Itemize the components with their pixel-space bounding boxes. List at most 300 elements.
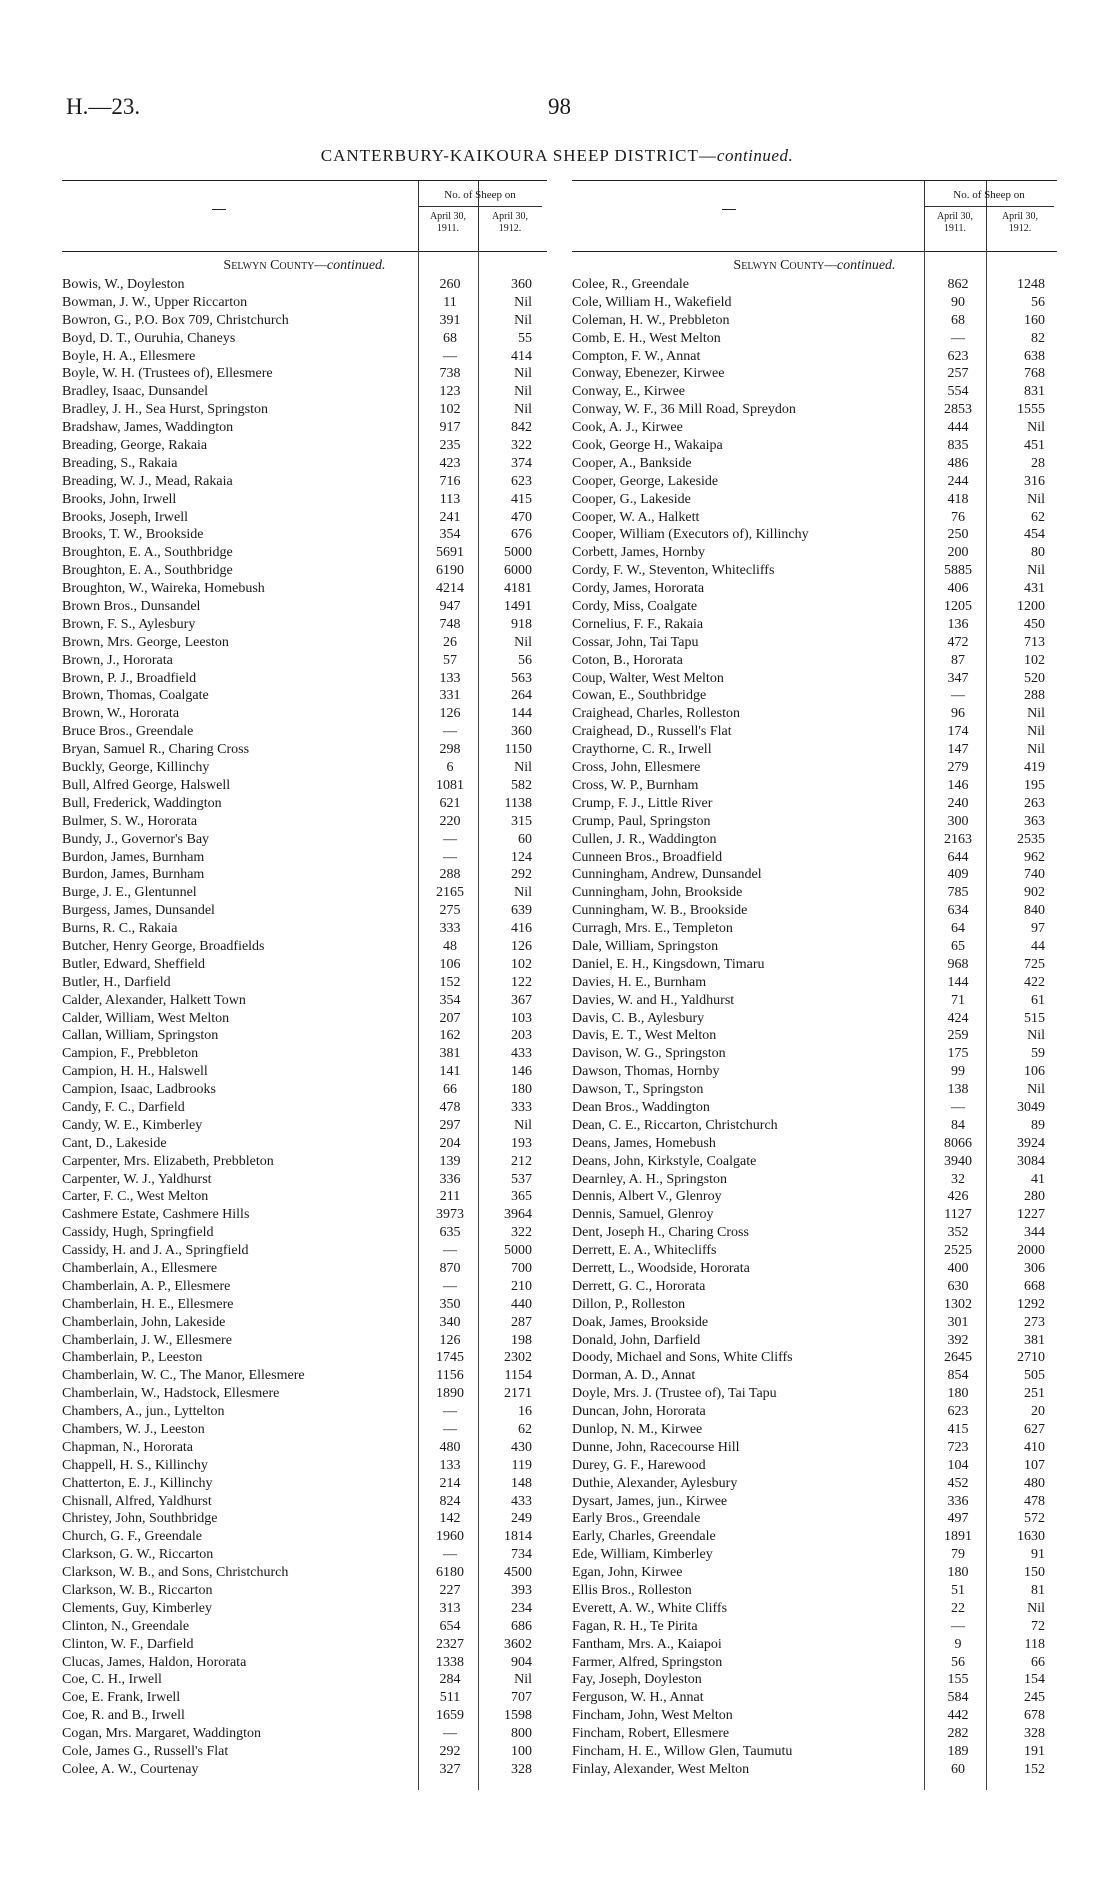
table-row: [62, 1045, 547, 1063]
sheep-count-1912: 1292: [1017, 1296, 1045, 1312]
year-1911-header: April 30, 1911.: [936, 211, 974, 234]
sheep-count-1911: 2525: [944, 1243, 972, 1259]
owner-name: Brown, F. S., Aylesbury: [62, 616, 196, 632]
sheep-count-1911: 381: [439, 1046, 461, 1062]
table-row: [62, 1493, 547, 1511]
sheep-count-1911: 1960: [436, 1529, 464, 1545]
sheep-count-1911: 644: [947, 849, 969, 865]
table-row: [62, 473, 547, 491]
sheep-count-1912: 831: [1024, 384, 1045, 400]
owner-name: Candy, W. E., Kimberley: [62, 1117, 203, 1133]
sheep-count-1911: 90: [951, 294, 965, 310]
sheep-count-1911: 5885: [944, 563, 972, 579]
owner-name: Doody, Michael and Sons, White Cliffs: [572, 1350, 793, 1366]
sheep-count-1911: 259: [947, 1028, 969, 1044]
owner-name: Cooper, G., Lakeside: [572, 491, 691, 507]
sheep-count-1912: 193: [511, 1135, 532, 1151]
owner-name: Carter, F. C., West Melton: [62, 1189, 209, 1205]
sheep-count-1912: 62: [1031, 509, 1045, 525]
owner-name: Boyle, H. A., Ellesmere: [62, 348, 196, 364]
sheep-count-1911: 444: [947, 420, 969, 436]
sheep-count-1911: 147: [947, 742, 969, 758]
table-row: [572, 902, 1057, 920]
owner-name: Cole, James G., Russell's Flat: [62, 1744, 229, 1760]
sheep-count-1911: 336: [439, 1171, 461, 1187]
table-row: [62, 348, 547, 366]
owner-name: Davis, E. T., West Melton: [572, 1028, 717, 1044]
sheep-count-1912: 146: [511, 1064, 532, 1080]
table-row: [572, 348, 1057, 366]
owner-name: Cook, A. J., Kirwee: [572, 420, 683, 436]
table-row: [62, 652, 547, 670]
sheep-count-1912: 2535: [1017, 831, 1045, 847]
table-row: [62, 1528, 547, 1546]
sheep-count-1912: 374: [511, 455, 532, 471]
table-row: [62, 1618, 547, 1636]
table-row: [62, 634, 547, 652]
header-dash: [722, 209, 736, 210]
table-row: [62, 562, 547, 580]
owner-name: Cunningham, John, Brookside: [572, 885, 743, 901]
sheep-count-1911: 3940: [944, 1153, 972, 1169]
sheep-count-1912: 918: [511, 616, 532, 632]
sheep-count-1912: 740: [1024, 867, 1045, 883]
sheep-count-1911: 200: [947, 545, 969, 561]
sheep-count-1911: 1302: [944, 1296, 972, 1312]
sheep-count-1911: 68: [443, 330, 457, 346]
table-row: [572, 866, 1057, 884]
sheep-count-1911: 1745: [436, 1350, 464, 1366]
table-row: [62, 705, 547, 723]
owner-name: Dillon, P., Rolleston: [572, 1296, 686, 1312]
sheep-count-1912: Nil: [1027, 706, 1045, 722]
sheep-count-1912: 627: [1024, 1422, 1045, 1437]
sheep-count-1912: 273: [1024, 1314, 1045, 1330]
table-row: [62, 1725, 547, 1743]
table-row: [62, 795, 547, 813]
sheep-count-1912: 433: [511, 1493, 532, 1509]
table-row: [62, 580, 547, 598]
owner-name: Broughton, W., Waireka, Homebush: [62, 581, 265, 597]
sheep-count-1911: 141: [439, 1064, 461, 1080]
table-row: [62, 849, 547, 867]
sheep-count-1912: 416: [511, 921, 532, 937]
table-row: [572, 1671, 1057, 1689]
title-main: CANTERBURY-KAIKOURA SHEEP DISTRICT—: [320, 146, 717, 165]
sheep-count-1911: 113: [439, 491, 461, 507]
owner-name: Brooks, John, Irwell: [62, 491, 177, 507]
owner-name: Coton, B., Hororata: [572, 652, 683, 668]
sheep-count-1912: 56: [518, 652, 532, 668]
sheep-count-1911: 352: [947, 1225, 969, 1241]
sheep-count-1911: 211: [439, 1189, 461, 1205]
sheep-count-1912: 122: [511, 974, 532, 990]
sheep-count-1911: 350: [439, 1296, 461, 1312]
owner-name: Craythorne, C. R., Irwell: [572, 742, 712, 758]
table-row: [572, 670, 1057, 688]
sheep-count-1912: 410: [1024, 1439, 1045, 1455]
table-row: [62, 1421, 547, 1439]
sheep-count-1912: 316: [1024, 473, 1045, 489]
sheep-count-1912: 1555: [1017, 402, 1045, 418]
table-row: [572, 509, 1057, 527]
table-row: [572, 365, 1057, 383]
owner-name: Cross, W. P., Burnham: [572, 777, 699, 793]
owner-name: Church, G. F., Greendale: [62, 1529, 203, 1545]
sheep-count-1912: 150: [1024, 1565, 1045, 1581]
table-row: [572, 1242, 1057, 1260]
sheep-count-1911: 104: [947, 1457, 969, 1473]
table-row: [572, 1063, 1057, 1081]
sheep-count-1911: 1127: [944, 1207, 972, 1223]
sheep-count-1912: 191: [1024, 1744, 1045, 1760]
sheep-count-1911: 207: [439, 1010, 461, 1026]
owner-name: Davies, H. E., Burnham: [572, 974, 707, 990]
owner-name: Cogan, Mrs. Margaret, Waddington: [62, 1726, 261, 1742]
owner-name: Corbett, James, Hornby: [572, 545, 705, 561]
table-row: [62, 670, 547, 688]
owner-name: Carpenter, W. J., Yaldhurst: [62, 1171, 212, 1187]
sheep-count-1911: 152: [439, 974, 461, 990]
owner-name: Chapman, N., Hororata: [62, 1439, 194, 1455]
sheep-count-1911: 654: [439, 1618, 461, 1634]
table-row: [62, 1546, 547, 1564]
table-row: [572, 1636, 1057, 1654]
table-row: [62, 491, 547, 509]
owner-name: Chamberlain, W. C., The Manor, Ellesmere: [62, 1368, 305, 1384]
sheep-count-1912: 198: [511, 1332, 532, 1348]
sheep-count-1912: Nil: [1027, 724, 1045, 740]
owner-name: Finlay, Alexander, West Melton: [572, 1761, 750, 1777]
sheep-count-1912: 360: [511, 724, 532, 740]
table-header: [62, 180, 547, 252]
table-header: [572, 180, 1057, 252]
owner-name: Burns, R. C., Rakaia: [62, 921, 178, 937]
owner-name: Calder, Alexander, Halkett Town: [62, 992, 246, 1008]
sheep-count-1912: 263: [1024, 795, 1045, 811]
sheep-count-1911: —: [443, 1278, 457, 1294]
table-row: [572, 1564, 1057, 1582]
table-row: [572, 795, 1057, 813]
sheep-count-1911: 174: [947, 724, 969, 740]
sheep-count-1911: 227: [439, 1583, 461, 1599]
owner-name: Colee, A. W., Courtenay: [62, 1761, 199, 1777]
owner-name: Duncan, John, Hororata: [572, 1404, 706, 1420]
sheep-count-1911: 126: [439, 706, 461, 722]
table-row: [572, 383, 1057, 401]
sheep-count-1911: 298: [439, 742, 461, 758]
sheep-count-1911: 409: [947, 867, 969, 883]
table-row: [62, 1081, 547, 1099]
sheep-count-group-label: No. of Sheep on: [418, 184, 542, 207]
sheep-count-1911: 442: [947, 1708, 969, 1724]
owner-name: Brown, W., Hororata: [62, 706, 180, 722]
sheep-count-1912: 306: [1024, 1260, 1045, 1276]
table-row: [572, 1761, 1057, 1779]
owner-name: Cassidy, Hugh, Springfield: [62, 1225, 214, 1241]
owner-name: Calder, William, West Melton: [62, 1010, 230, 1026]
year-1911-header: April 30, 1911.: [429, 211, 467, 234]
page-title: [0, 146, 1114, 166]
owner-name: Chappell, H. S., Killinchy: [62, 1457, 208, 1473]
sheep-count-1911: —: [443, 1726, 457, 1742]
sheep-count-1911: 180: [947, 1386, 969, 1402]
owner-name: Dennis, Samuel, Glenroy: [572, 1207, 714, 1223]
sheep-count-1912: 264: [511, 688, 532, 704]
table-row: [62, 526, 547, 544]
sheep-count-1911: 99: [951, 1064, 965, 1080]
sheep-count-1911: 423: [439, 455, 461, 471]
owner-name: Broughton, E. A., Southbridge: [62, 563, 233, 579]
sheep-count-1912: 2171: [504, 1386, 532, 1402]
table-row: [572, 562, 1057, 580]
table-row: [62, 1600, 547, 1618]
owner-name: Coup, Walter, West Melton: [572, 670, 724, 686]
table-row: [572, 723, 1057, 741]
owner-name: Cunneen Bros., Broadfield: [572, 849, 723, 865]
owner-name: Brown, Thomas, Coalgate: [62, 688, 209, 704]
table-row: [62, 1099, 547, 1117]
sheep-count-1911: 6: [446, 760, 454, 776]
owner-name: Colee, R., Greendale: [572, 277, 690, 292]
sheep-count-1911: 60: [951, 1761, 965, 1777]
sheep-count-1911: 146: [947, 777, 969, 793]
sheep-count-1911: 917: [439, 420, 461, 436]
owner-name: Fantham, Mrs. A., Kaiapoi: [572, 1636, 722, 1652]
sheep-count-1911: 634: [947, 903, 969, 919]
owner-name: Cunningham, Andrew, Dunsandel: [572, 867, 762, 883]
owner-name: Ferguson, W. H., Annat: [572, 1690, 704, 1706]
sheep-count-1911: 204: [439, 1135, 461, 1151]
sheep-count-1911: 1890: [436, 1386, 464, 1402]
owner-name: Bulmer, S. W., Hororata: [62, 813, 198, 829]
sheep-count-1912: 515: [1024, 1010, 1045, 1026]
table-row: [572, 1117, 1057, 1135]
sheep-count-1911: 284: [439, 1672, 461, 1688]
sheep-count-1911: 400: [947, 1260, 969, 1276]
owner-name: Clucas, James, Haldon, Hororata: [62, 1654, 247, 1670]
owner-name: Cordy, James, Hororata: [572, 581, 705, 597]
sheep-count-1912: 56: [1031, 294, 1045, 310]
sheep-count-1912: 363: [1024, 813, 1045, 829]
sheep-count-1911: 241: [439, 509, 461, 525]
owner-name: Comb, E. H., West Melton: [572, 330, 721, 346]
owner-name: Campion, Isaac, Ladbrooks: [62, 1082, 216, 1098]
sheep-count-1911: 2163: [944, 831, 972, 847]
table-row: [572, 1654, 1057, 1672]
sheep-count-1912: 61: [1031, 992, 1045, 1008]
sheep-count-1911: 630: [947, 1278, 969, 1294]
sheep-count-1911: 300: [947, 813, 969, 829]
table-row: [62, 741, 547, 759]
sheep-count-1911: 333: [439, 921, 461, 937]
owner-name: Derrett, E. A., Whitecliffs: [572, 1243, 717, 1259]
sheep-count-1912: 623: [511, 473, 532, 489]
sheep-count-1912: 842: [511, 420, 532, 436]
sheep-count-1912: 1150: [504, 742, 532, 758]
sheep-count-1912: 328: [511, 1761, 532, 1777]
sheep-count-1912: 118: [1024, 1636, 1045, 1652]
owner-name: Bowman, J. W., Upper Riccarton: [62, 294, 248, 310]
table-row: [62, 509, 547, 527]
table-row: [572, 1314, 1057, 1332]
sheep-count-1911: 2327: [436, 1636, 464, 1652]
owner-name: Chamberlain, W., Hadstock, Ellesmere: [62, 1386, 280, 1402]
sheep-count-1912: 80: [1031, 545, 1045, 561]
sheep-count-1911: 235: [439, 438, 461, 454]
sheep-count-1912: 20: [1031, 1404, 1045, 1420]
owner-name: Crump, F. J., Little River: [572, 795, 713, 811]
owner-name: Carpenter, Mrs. Elizabeth, Prebbleton: [62, 1153, 274, 1169]
sheep-count-1912: 451: [1024, 438, 1045, 454]
sheep-count-1911: 854: [947, 1368, 969, 1384]
table-row: [62, 1654, 547, 1672]
sheep-count-1911: 144: [947, 974, 969, 990]
table-row: [572, 1153, 1057, 1171]
sheep-count-1911: 824: [439, 1493, 461, 1509]
page-header: [66, 94, 1052, 124]
sheep-count-1912: Nil: [514, 634, 532, 650]
owner-name: Dennis, Albert V., Glenroy: [572, 1189, 722, 1205]
sheep-count-1911: 142: [439, 1511, 461, 1527]
table-row: [572, 330, 1057, 348]
owner-name: Cashmere Estate, Cashmere Hills: [62, 1207, 250, 1223]
sheep-count-1911: 288: [439, 867, 461, 883]
table-row: [62, 831, 547, 849]
sheep-count-1911: 180: [947, 1565, 969, 1581]
sheep-count-1911: 785: [947, 885, 969, 901]
owner-name: Brown Bros., Dunsandel: [62, 599, 201, 615]
sheep-count-1912: 3049: [1017, 1099, 1045, 1115]
table-row: [572, 831, 1057, 849]
owner-name: Bowron, G., P.O. Box 709, Christchurch: [62, 312, 289, 328]
table-row: [62, 884, 547, 902]
owner-name: Fay, Joseph, Doyleston: [572, 1672, 702, 1688]
table-row: [572, 687, 1057, 705]
owner-name: Brooks, T. W., Brookside: [62, 527, 204, 543]
owner-name: Davies, W. and H., Yaldhurst: [572, 992, 735, 1008]
sheep-count-1912: 414: [511, 348, 532, 364]
sheep-count-1911: —: [443, 1547, 457, 1563]
table-row: [572, 1385, 1057, 1403]
table-row: [62, 1349, 547, 1367]
table-row: [62, 1224, 547, 1242]
year-1912-header: April 30, 1912.: [1001, 211, 1039, 234]
sheep-count-1912: 180: [511, 1082, 532, 1098]
sheep-count-1912: 1491: [504, 599, 532, 615]
sheep-count-1911: 418: [947, 491, 969, 507]
table-row: [62, 1242, 547, 1260]
owner-name: Cassidy, H. and J. A., Springfield: [62, 1243, 249, 1259]
owner-name: Campion, F., Prebbleton: [62, 1046, 199, 1062]
sheep-count-1911: 1081: [436, 777, 464, 793]
sheep-count-1912: 478: [1024, 1493, 1045, 1509]
sheep-count-1912: 44: [1031, 938, 1045, 954]
sheep-count-1912: 160: [1024, 312, 1045, 328]
owner-name: Coe, R. and B., Irwell: [62, 1708, 185, 1724]
table-row: [572, 1188, 1057, 1206]
sheep-count-1912: 154: [1024, 1672, 1045, 1688]
sheep-count-1912: 89: [1031, 1117, 1045, 1133]
table-row: [62, 1439, 547, 1457]
sheep-count-1912: 41: [1031, 1171, 1045, 1187]
owner-name: Bundy, J., Governor's Bay: [62, 831, 210, 847]
owner-name: Brooks, Joseph, Irwell: [62, 509, 188, 525]
owner-name: Fagan, R. H., Te Pirita: [572, 1618, 698, 1634]
table-row: [62, 687, 547, 705]
table-row: [572, 849, 1057, 867]
table-row: [572, 1510, 1057, 1528]
owner-name: Christey, John, Southbridge: [62, 1511, 218, 1527]
table-row: [62, 1153, 547, 1171]
owner-name: Egan, John, Kirwee: [572, 1565, 683, 1581]
table-row: [572, 884, 1057, 902]
sheep-count-1911: 968: [947, 956, 969, 972]
sheep-count-1912: 66: [1031, 1654, 1045, 1670]
sheep-count-1912: 707: [511, 1690, 532, 1706]
owner-name: Fincham, Robert, Ellesmere: [572, 1726, 730, 1742]
sheep-count-1912: 3084: [1017, 1153, 1045, 1169]
owner-name: Chamberlain, J. W., Ellesmere: [62, 1332, 232, 1348]
table-row: [572, 1260, 1057, 1278]
sheep-count-1912: Nil: [514, 312, 532, 328]
sheep-count-1912: 470: [511, 509, 532, 525]
sheep-count-1912: 245: [1024, 1690, 1045, 1706]
title-continued: continued.: [716, 146, 794, 165]
table-row: [572, 1081, 1057, 1099]
sheep-count-1912: 82: [1031, 330, 1045, 346]
sheep-count-1911: —: [951, 688, 965, 704]
table-row: [62, 1689, 547, 1707]
table-row: [62, 419, 547, 437]
owner-name: Davis, C. B., Aylesbury: [572, 1010, 705, 1026]
sheep-count-1912: Nil: [1027, 742, 1045, 758]
sheep-count-1912: 333: [511, 1099, 532, 1115]
sheep-count-1911: —: [443, 1404, 457, 1420]
table-row: [62, 1117, 547, 1135]
table-row: [62, 1314, 547, 1332]
sheep-count-1912: 234: [511, 1600, 532, 1616]
sheep-count-1912: 3602: [504, 1636, 532, 1652]
owner-name: Coe, E. Frank, Irwell: [62, 1690, 181, 1706]
owner-name: Fincham, John, West Melton: [572, 1708, 733, 1724]
table-row: [62, 1475, 547, 1493]
sheep-count-1912: Nil: [1027, 1028, 1045, 1044]
owner-name: Bowis, W., Doyleston: [62, 277, 185, 292]
sheep-count-1912: 144: [511, 706, 532, 722]
owner-name: Callan, William, Springston: [62, 1028, 219, 1044]
owner-name: Cordy, Miss, Coalgate: [572, 599, 698, 615]
owner-name: Chisnall, Alfred, Yaldhurst: [62, 1493, 212, 1509]
sheep-count-1912: 251: [1024, 1386, 1045, 1402]
sheep-count-1911: 139: [439, 1153, 461, 1169]
owner-name: Cooper, William (Executors of), Killinchy: [572, 527, 809, 543]
table-row: [572, 419, 1057, 437]
sheep-count-1912: Nil: [1027, 1600, 1045, 1616]
sheep-count-1911: 66: [443, 1082, 457, 1098]
sheep-count-1911: 79: [951, 1547, 965, 1563]
sheep-count-1911: 64: [951, 921, 965, 937]
sheep-count-1912: 415: [511, 491, 532, 507]
table-row: [62, 1385, 547, 1403]
sheep-count-1912: 249: [511, 1511, 532, 1527]
table-row: [572, 974, 1057, 992]
sheep-count-1912: 103: [511, 1010, 532, 1026]
owner-name: Butcher, Henry George, Broadfields: [62, 938, 265, 954]
table-row: [572, 276, 1057, 294]
sheep-count-1912: 119: [511, 1457, 532, 1473]
table-row: [572, 1332, 1057, 1350]
